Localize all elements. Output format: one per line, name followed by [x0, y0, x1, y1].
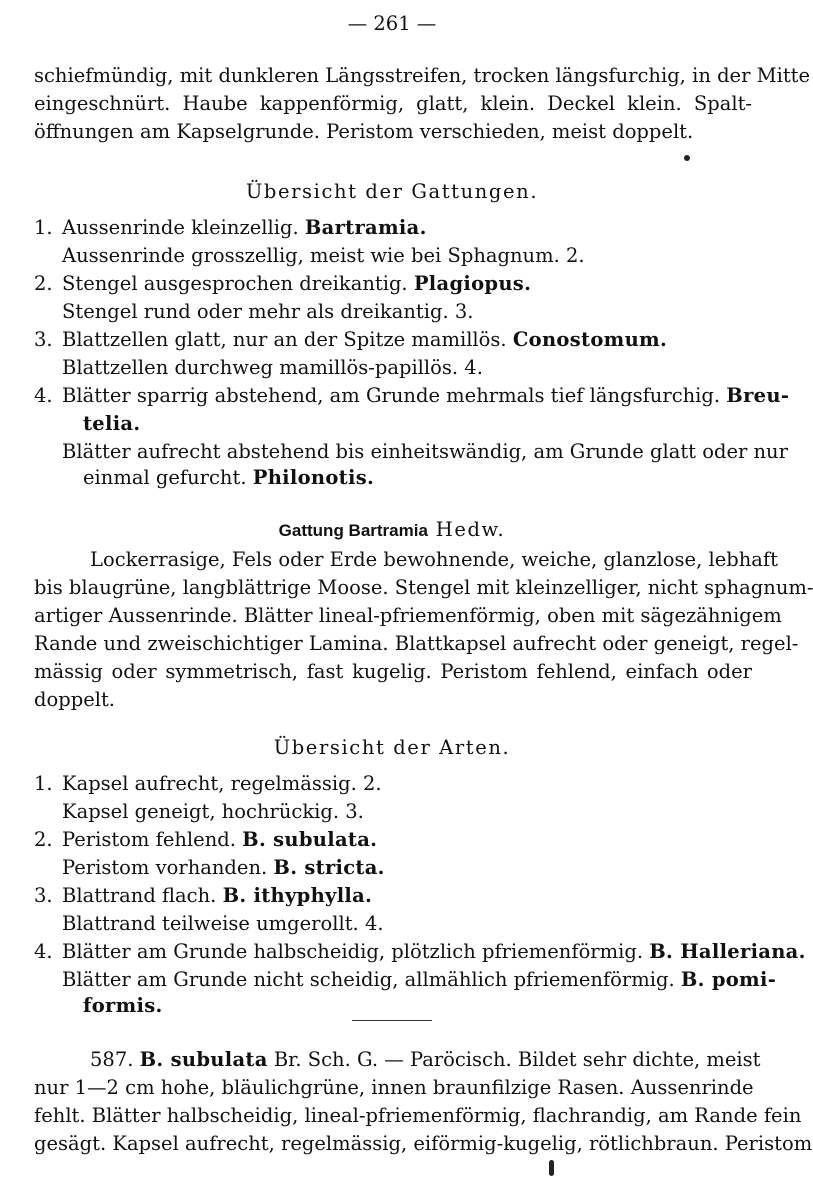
entry-species-name: B. subulata [139, 1048, 268, 1071]
genera-key-4-cont: telia. [83, 412, 141, 435]
key-text: Peristom fehlend. [62, 828, 243, 851]
genus-name: Bartramia. [304, 216, 427, 239]
entry-line-2: nur 1—2 cm hohe, bläulichgrüne, innen braunfilzige Rasen. Aussenrinde [34, 1076, 754, 1099]
genera-key-3b: Blattzellen durchweg mamillös-papillös. 4. [62, 356, 483, 379]
species-name: B. ithyphylla. [222, 884, 373, 907]
key-number: 2. [34, 272, 53, 295]
section-divider [352, 1020, 432, 1021]
genera-key-2 [34, 272, 531, 296]
key-number: 1. [34, 772, 53, 795]
species-key-4 [34, 940, 806, 964]
key-text: Blattzellen glatt, nur an der Spitze mamillös. [62, 328, 513, 351]
species-name: B. subulata. [242, 828, 378, 851]
genera-key-1b: Aussenrinde grosszellig, meist wie bei Sphagnum. 2. [62, 244, 585, 267]
key-number: 4. [34, 940, 53, 963]
entry-line-4: gesägt. Kapsel aufrecht, regelmässig, eiförmig-kugelig, rötlichbraun. Peristom [34, 1132, 813, 1155]
species-name: B. pomi- [680, 968, 777, 991]
key-text: Blätter am Grunde nicht scheidig, allmählich pfriemenförmig. [62, 968, 681, 991]
species-heading: Übersicht der Arten. [273, 736, 511, 759]
species-key-3b: Blattrand teilweise umgerollt. 4. [62, 912, 384, 935]
genera-key-1 [34, 216, 427, 240]
key-text: Kapsel aufrecht, regelmässig. 2. [62, 772, 382, 795]
genus-heading-name: Gattung Bartramia [278, 521, 428, 540]
entry-text: Br. Sch. G. — Paröcisch. Bildet sehr dichte, meist [267, 1048, 761, 1071]
ink-speck [684, 155, 690, 161]
genus-heading-author: Hedw. [427, 518, 506, 541]
species-name: B. Halleriana. [649, 940, 806, 963]
key-text: Peristom vorhanden. [62, 856, 274, 879]
genus-desc-line-5: mässig oder symmetrisch, fast kugelig. Peristom fehlend, einfach oder [34, 660, 752, 683]
genera-key-3 [34, 328, 667, 352]
intro-line-1: schiefmündig, mit dunkleren Längsstreifen, trocken längsfurchig, in der Mitte [34, 64, 811, 87]
key-number: 2. [34, 828, 53, 851]
key-text: Aussenrinde kleinzellig. [62, 216, 305, 239]
genus-desc-line-2: bis blaugrüne, langblättrige Moose. Stengel mit kleinzelliger, nicht sphagnum- [34, 576, 813, 599]
key-text: Stengel ausgesprochen dreikantig. [62, 272, 414, 295]
intro-line-2: eingeschnürt. Haube kappenförmig, glatt, klein. Deckel klein. Spalt- [34, 92, 752, 115]
species-key-2b [62, 856, 385, 880]
genera-key-2b: Stengel rund oder mehr als dreikantig. 3. [62, 300, 474, 323]
key-text: einmal gefurcht. [83, 466, 253, 489]
genus-desc-line-3: artiger Aussenrinde. Blätter lineal-pfriemenförmig, oben mit sägezähnigem [34, 604, 782, 627]
genera-key-4b-line2 [83, 466, 374, 490]
entry-line-3: fehlt. Blätter halbscheidig, lineal-pfriemenförmig, flachrandig, am Rande fein [34, 1104, 802, 1127]
species-key-2 [34, 828, 377, 852]
species-key-4b-cont: formis. [83, 994, 163, 1017]
entry-number: 587. [90, 1048, 140, 1071]
genus-desc-line-1: Lockerrasige, Fels oder Erde bewohnende, weiche, glanzlose, lebhaft [90, 548, 778, 571]
species-name: B. stricta. [273, 856, 385, 879]
genus-desc-line-6: doppelt. [34, 688, 115, 711]
entry-line-1 [90, 1048, 761, 1072]
genus-name: Conostomum. [512, 328, 668, 351]
genera-key-4b-line1: Blätter aufrecht abstehend bis einheitswändig, am Grunde glatt oder nur [62, 440, 788, 463]
species-key-3 [34, 884, 372, 908]
intro-line-3: öffnungen am Kapselgrunde. Peristom verschieden, meist doppelt. [34, 120, 694, 143]
genus-desc-line-4: Rande und zweischichtiger Lamina. Blattkapsel aufrecht oder geneigt, regel- [34, 632, 799, 655]
genus-heading [0, 518, 784, 543]
genus-name: Breu- [726, 384, 790, 407]
key-number: 3. [34, 884, 53, 907]
key-number: 1. [34, 216, 53, 239]
genus-name: Philonotis. [252, 466, 375, 489]
genera-key-4 [34, 384, 789, 408]
species-key-1 [34, 772, 382, 796]
key-number: 4. [34, 384, 53, 407]
genera-heading: Übersicht der Gattungen. [245, 180, 539, 203]
ink-mark [549, 1160, 554, 1176]
page-number: — 261 — [347, 12, 437, 35]
species-key-1b: Kapsel geneigt, hochrückig. 3. [62, 800, 364, 823]
genus-name: Plagiopus. [413, 272, 532, 295]
key-text: Blattrand flach. [62, 884, 223, 907]
species-key-4b [62, 968, 776, 992]
key-text: Blätter am Grunde halbscheidig, plötzlich pfriemenförmig. [62, 940, 650, 963]
key-text: Blätter sparrig abstehend, am Grunde mehrmals tief längsfurchig. [62, 384, 727, 407]
key-number: 3. [34, 328, 53, 351]
